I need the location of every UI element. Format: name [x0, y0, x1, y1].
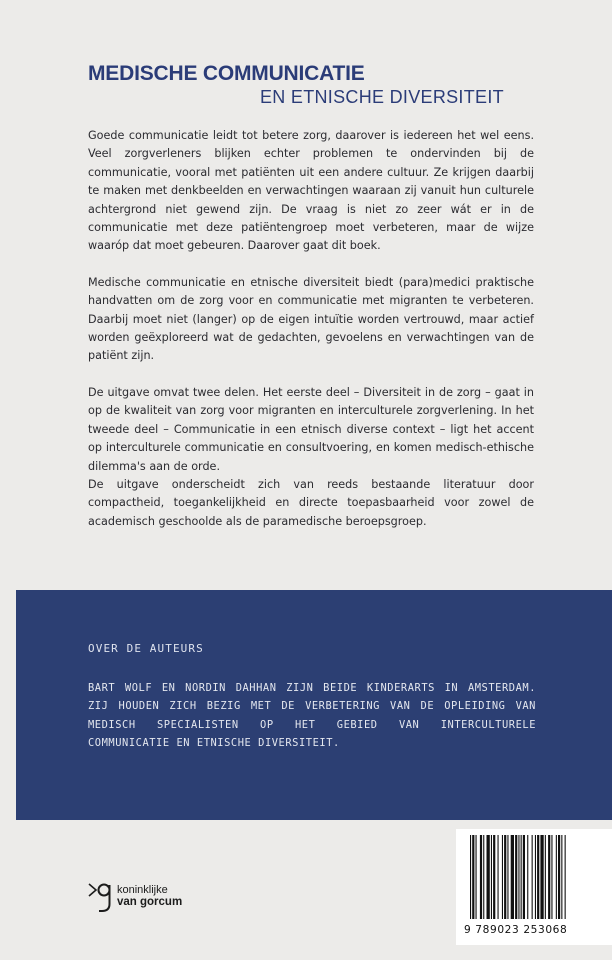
publisher-name-line1: koninklijke: [117, 884, 168, 896]
barcode-bar: [491, 835, 492, 919]
barcode-bar: [527, 835, 528, 919]
barcode-bar: [540, 835, 543, 919]
about-authors-text: BART WOLF EN NORDIN DAHHAN ZIJN BEIDE KINDERARTS IN AMSTERDAM. ZIJ HOUDEN ZICH BEZIG MET DE VERBETERING VAN DE OPLEIDING VAN MEDISCH SPECIALISTEN OP HET GEBIED VAN INTERCULTURELE COMMUNICATIE EN ETNISCHE DIVERSITEIT.: [88, 682, 536, 750]
barcode-bar: [537, 835, 539, 919]
barcode-bar: [511, 835, 514, 919]
barcode-bar: [561, 835, 562, 919]
barcode-bar: [470, 835, 471, 919]
barcode-bar: [521, 835, 522, 919]
barcode-bar: [504, 835, 506, 919]
barcode-bar: [551, 835, 552, 919]
barcode: [456, 829, 612, 945]
publisher-mark-icon: [88, 878, 112, 914]
about-authors-heading: OVER DE AUTEURS: [88, 642, 204, 655]
title-block: [88, 62, 528, 108]
barcode-bar: [515, 835, 517, 919]
barcode-bar: [565, 835, 566, 919]
barcode-bar: [472, 835, 474, 919]
publisher-name-line2: van gorcum: [117, 896, 183, 908]
barcode-bar: [476, 835, 477, 919]
blurb-paragraph-4: De uitgave onderscheidt zich van reeds bestaande literatuur door compactheid, toegankelijkheid en directe toepasbaarheid voor zowel de academisch geschoolde als de paramedische beroepsgroep.: [88, 477, 534, 528]
barcode-bar: [518, 835, 519, 919]
barcode-bar: [480, 835, 482, 919]
blurb-paragraph-1: Goede communicatie leidt tot betere zorg, daarover is iedereen het wel eens. Veel zorgverleners blijken echter problemen te ondervinden bij de communicatie, vooral met patiënten uit een andere cultuur. Ze krijgen daarbij te maken met denkbeelden en verwachtingen waaraan zij vanuit hun culturele achtergrond niet gewend zijn. De vraag is niet zo zeer wát er in de communicatie met deze patiëntengroep moet verbeteren, maar de wijze waaróp dat moet gebeuren. Daarover gaat dit boek.: [88, 129, 534, 253]
barcode-number: 9 789023 253068: [464, 924, 568, 936]
barcode-bar: [498, 835, 499, 919]
blurb-paragraph-3: De uitgave omvat twee delen. Het eerste deel – Diversiteit in de zorg – gaat in op de kwaliteit van zorg voor migranten en interculturele zorgverlening. In het tweede deel – Communicatie in een etnisch diverse context – ligt het accent op interculturele communicatie en consultvoering, en komen medisch-ethische dilemma's aan de orde.: [88, 385, 534, 473]
barcode-bar: [483, 835, 484, 919]
publisher-name: [117, 884, 182, 908]
barcode-bar: [548, 835, 550, 919]
blurb-paragraph-2: Medische communicatie en etnische diversiteit biedt (para)medici praktische handvatten om de zorg voor en communicatie met migranten te verbeteren. Daarbij moet niet (langer) op de eigen intuïtie worden vertrouwd, maar actief worden geëxploreerd wat de gedachten, gevoelens en verwachtingen van de patiënt zijn.: [88, 275, 534, 363]
publisher-logo: [88, 878, 182, 914]
barcode-bar: [502, 835, 503, 919]
barcode-bar: [556, 835, 557, 919]
barcode-bar: [535, 835, 536, 919]
barcode-bar: [545, 835, 546, 919]
barcode-bar: [558, 835, 560, 919]
book-subtitle: EN ETNISCHE DIVERSITEIT: [260, 87, 504, 107]
barcode-bar: [493, 835, 495, 919]
barcode-bar: [532, 835, 533, 919]
about-authors-band: [16, 590, 612, 820]
barcode-bar: [523, 835, 525, 919]
barcode-bars: [464, 835, 604, 922]
barcode-bar: [507, 835, 508, 919]
barcode-bar: [487, 835, 490, 919]
blurb: [88, 127, 534, 549]
book-title: MEDISCHE COMMUNICATIE: [88, 62, 365, 85]
